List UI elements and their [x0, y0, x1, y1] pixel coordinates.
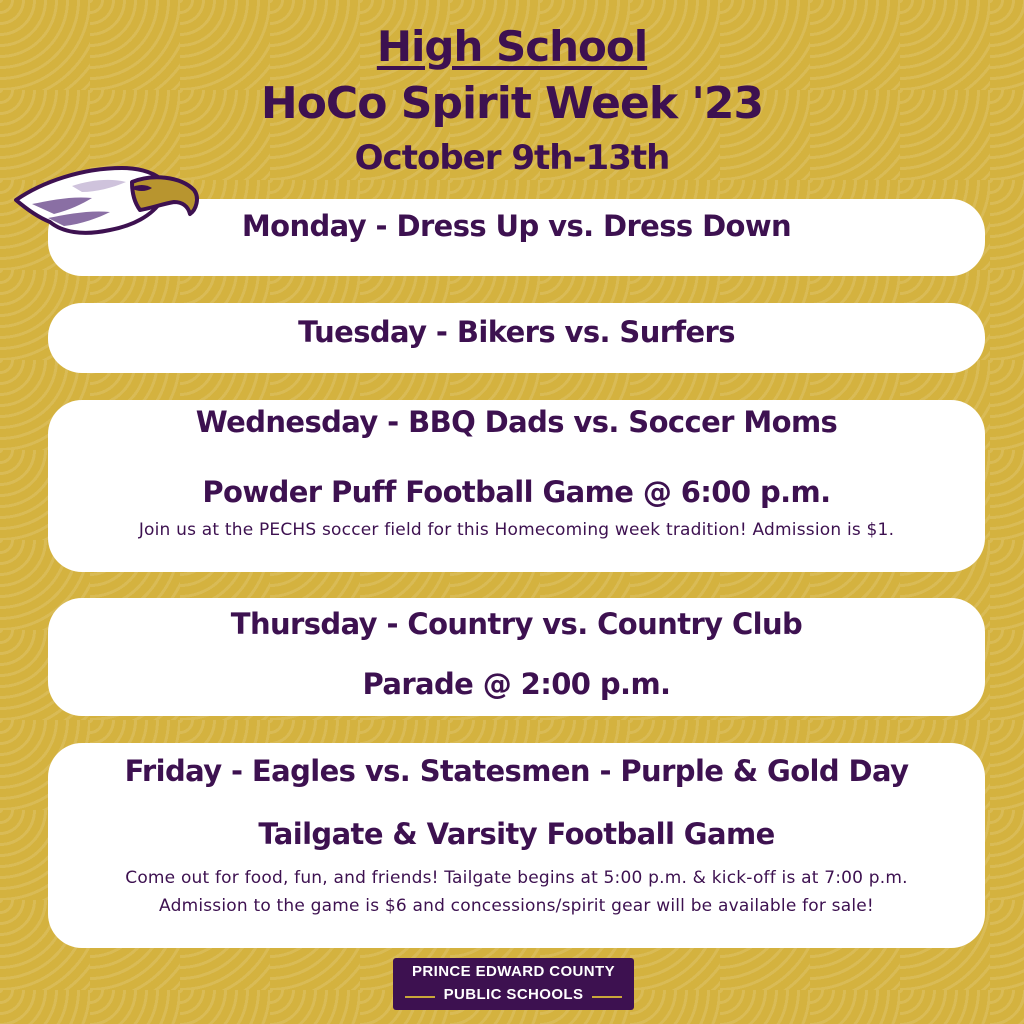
- title-dates: October 9th-13th: [354, 138, 670, 178]
- eagle-head-icon: [12, 160, 202, 242]
- thursday-heading: Thursday - Country vs. Country Club: [230, 607, 803, 641]
- district-logo: [393, 958, 634, 1010]
- monday-heading: Monday - Dress Up vs. Dress Down: [241, 209, 792, 243]
- wednesday-card: [48, 400, 985, 572]
- tuesday-heading: Tuesday - Bikers vs. Surfers: [298, 315, 735, 349]
- title-school-level: High School: [376, 22, 648, 71]
- wednesday-note: Join us at the PECHS soccer field for this Homecoming week tradition! Admission is $1.: [138, 520, 895, 540]
- friday-event: Tailgate & Varsity Football Game: [258, 817, 775, 851]
- thursday-card: [48, 598, 985, 716]
- tuesday-card: [48, 303, 985, 373]
- friday-note-line1: Come out for food, fun, and friends! Tailgate begins at 5:00 p.m. & kick-off is at 7:00 p.m.: [125, 868, 908, 888]
- logo-rule-right: [592, 996, 622, 998]
- friday-heading: Friday - Eagles vs. Statesmen - Purple & Gold Day: [124, 754, 909, 788]
- wednesday-event: Powder Puff Football Game @ 6:00 p.m.: [202, 475, 831, 509]
- district-logo-line2: PUBLIC SCHOOLS: [443, 986, 584, 1003]
- friday-card: [48, 743, 985, 948]
- friday-note-line2: Admission to the game is $6 and concessions/spirit gear will be available for sale!: [159, 896, 874, 916]
- thursday-event: Parade @ 2:00 p.m.: [362, 667, 671, 701]
- district-logo-line1: PRINCE EDWARD COUNTY: [411, 963, 615, 980]
- wednesday-heading: Wednesday - BBQ Dads vs. Soccer Moms: [195, 405, 838, 439]
- title-event-name: HoCo Spirit Week '23: [260, 78, 764, 129]
